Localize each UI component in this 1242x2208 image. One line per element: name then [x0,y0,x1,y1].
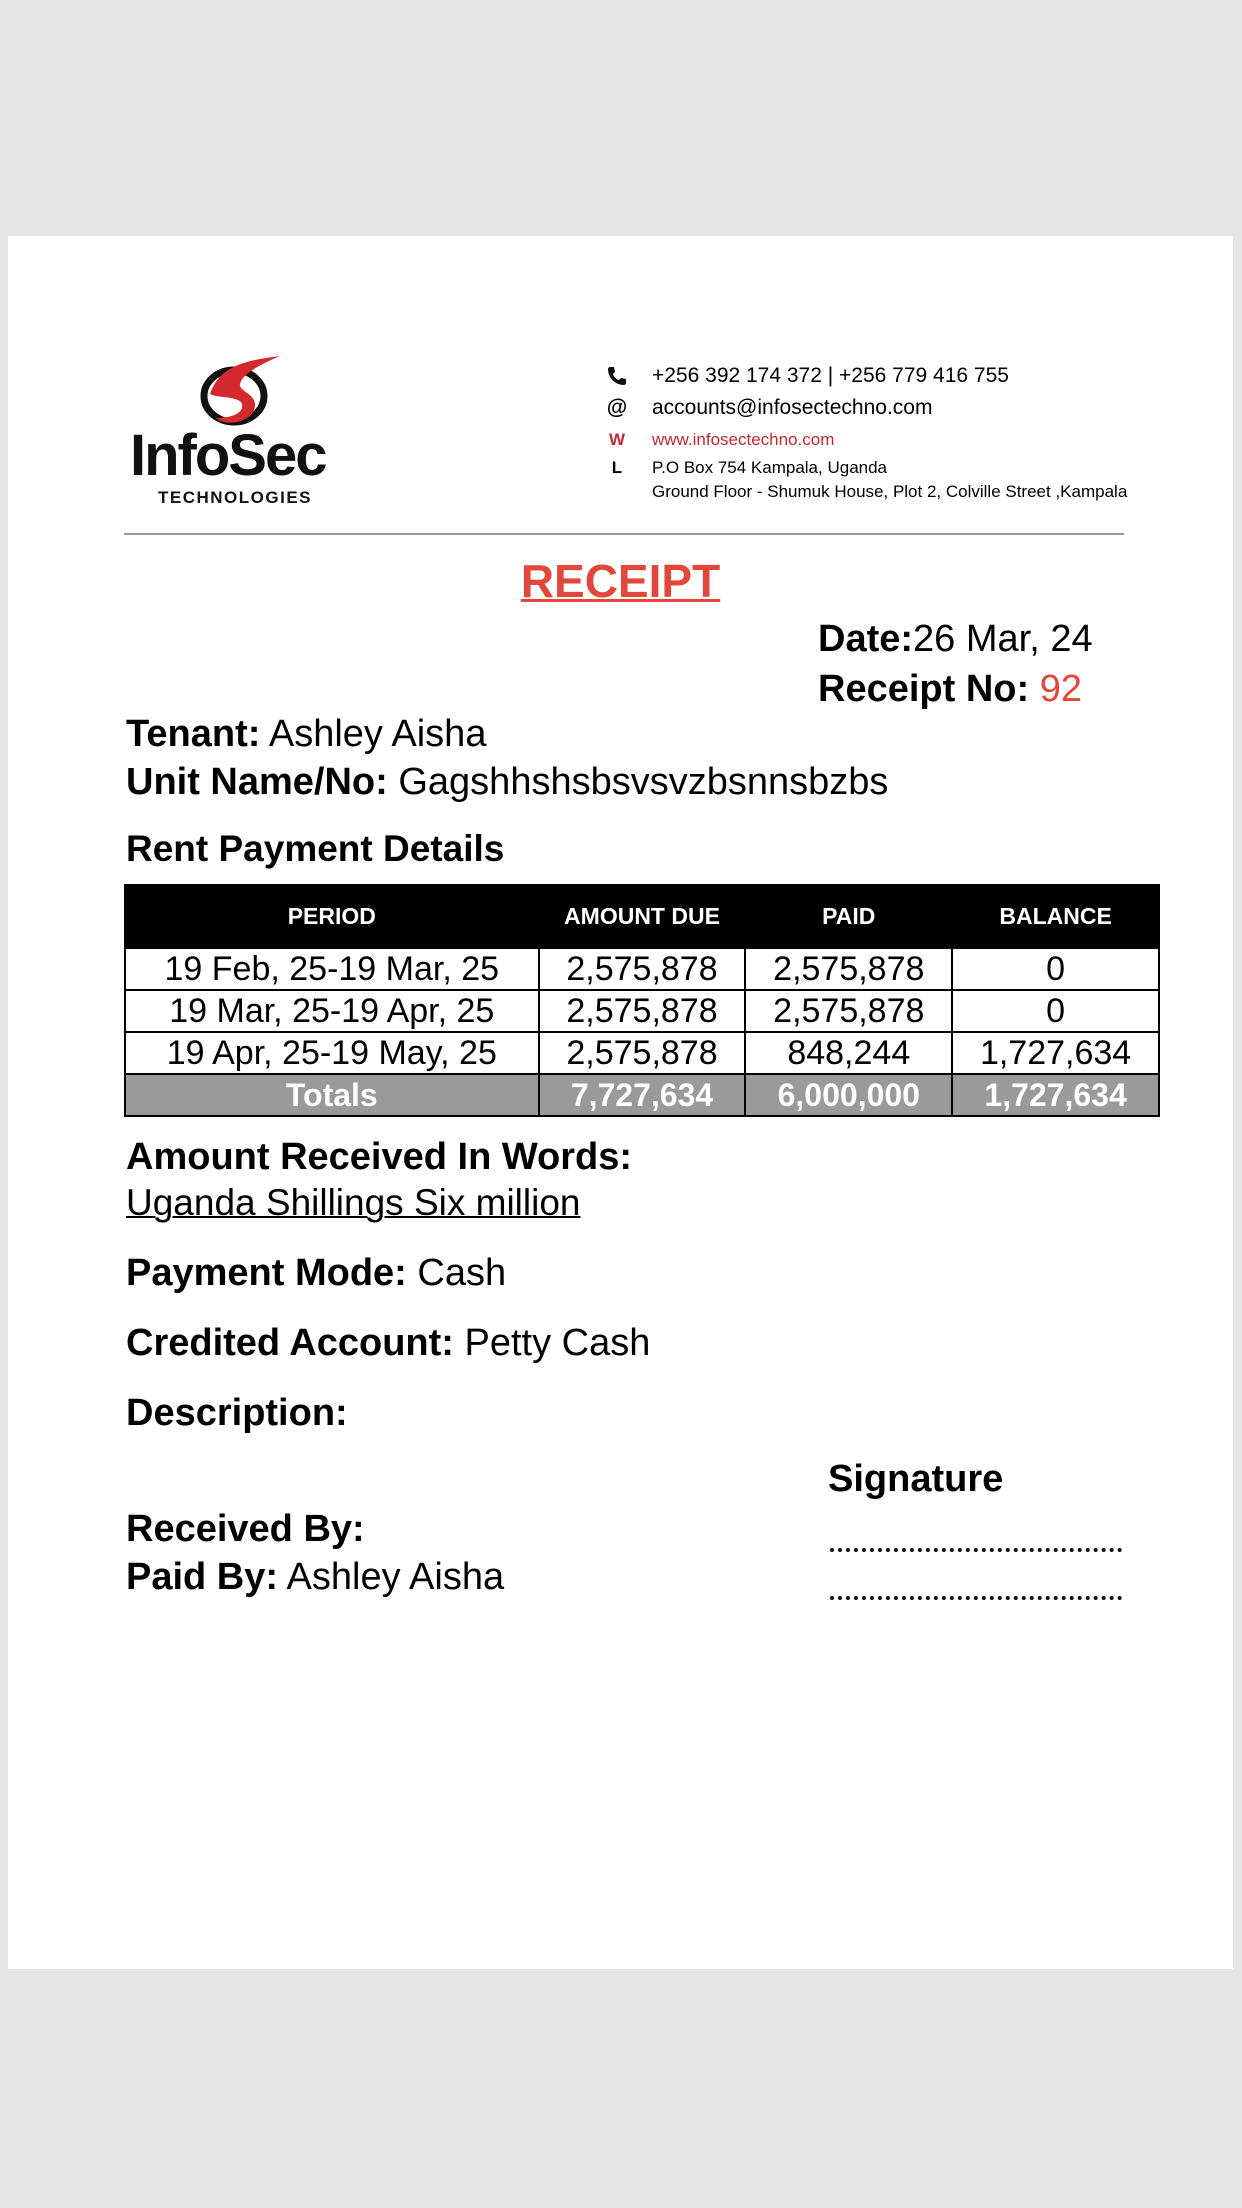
paid-by-signature-line [830,1596,1122,1600]
receipt-meta [818,614,1093,714]
cell-paid: 2,575,878 [745,990,952,1032]
date-label: Date: [818,618,914,660]
location-icon: L [611,458,623,477]
cell-paid: 848,244 [745,1032,952,1074]
date-row [818,614,1093,664]
contact-address-row [604,456,1204,504]
web-icon: W [608,430,626,449]
totals-balance: 1,727,634 [952,1074,1159,1116]
totals-amount-due: 7,727,634 [539,1074,746,1116]
company-subtitle: TECHNOLOGIES [158,488,313,507]
cell-balance: 0 [952,990,1159,1032]
header-divider [124,533,1124,535]
receipt-number-row [818,664,1093,714]
cell-period: 19 Mar, 25-19 Apr, 25 [125,990,539,1032]
credited-account-value: Petty Cash [464,1322,651,1364]
credited-account-label: Credited Account: [126,1322,454,1364]
paid-by-label: Paid By: [126,1556,279,1598]
date-value: 26 Mar, 24 [913,618,1093,660]
received-by-signature-line [830,1548,1122,1552]
cell-paid: 2,575,878 [745,948,952,990]
address-line-1: P.O Box 754 Kampala, Uganda [652,458,888,477]
payment-mode-label: Payment Mode: [126,1252,407,1294]
cell-balance: 1,727,634 [952,1032,1159,1074]
signature-label: Signature [828,1458,1004,1500]
paid-by-row [126,1556,504,1599]
contact-email-row [604,392,1204,424]
cell-amount-due: 2,575,878 [539,948,746,990]
rent-table [124,884,1160,1117]
unit-row [126,758,888,806]
table-row [125,948,1159,990]
tenant-value: Ashley Aisha [268,713,487,755]
received-by-label: Received By: [126,1508,365,1550]
cell-period: 19 Apr, 25-19 May, 25 [125,1032,539,1074]
received-by-row [126,1508,365,1551]
totals-label: Totals [125,1074,539,1116]
receipt-number-value: 92 [1039,668,1082,710]
receipt-title: RECEIPT [520,555,721,607]
tenant-block [126,710,888,806]
header-amount-due: AMOUNT DUE [539,885,746,948]
rent-table-header [125,885,1159,948]
at-icon: @ [606,396,628,419]
header-period: PERIOD [125,885,539,948]
payment-mode-value: Cash [417,1252,507,1294]
amount-words-label: Amount Received In Words: [126,1136,633,1178]
header-paid: PAID [745,885,952,948]
table-row [125,1032,1159,1074]
contact-website[interactable]: www.infosectechno.com [652,430,835,449]
unit-value: Gagshhshsbsvsvzbsnnsbzbs [398,761,889,803]
paid-by-value: Ashley Aisha [286,1556,505,1598]
receipt-number-label: Receipt No: [818,668,1030,710]
contact-phone: +256 392 174 372 | +256 779 416 755 [652,364,1009,387]
company-logo [130,354,370,514]
totals-paid: 6,000,000 [745,1074,952,1116]
contact-block [604,360,1204,504]
address-line-2: Ground Floor - Shumuk House, Plot 2, Colville Street ,Kampala [652,482,1128,501]
tenant-label: Tenant: [126,713,261,755]
contact-phone-row [604,360,1204,392]
rent-section-title: Rent Payment Details [126,828,505,869]
description-label: Description: [126,1392,348,1434]
header-balance: BALANCE [952,885,1159,948]
contact-email[interactable]: accounts@infosectechno.com [652,396,933,419]
credited-account-row [126,1322,650,1365]
totals-row [125,1074,1159,1116]
description-row [126,1392,348,1435]
contact-address [652,456,1127,504]
cell-balance: 0 [952,948,1159,990]
infosec-logo-icon [190,354,286,430]
company-name: InfoSec [130,423,326,488]
cell-period: 19 Feb, 25-19 Mar, 25 [125,948,539,990]
amount-words-value: Uganda Shillings Six million [126,1182,581,1223]
contact-web-row [604,424,1204,456]
unit-label: Unit Name/No: [126,761,388,803]
table-row [125,990,1159,1032]
tenant-row [126,710,888,758]
phone-icon [604,360,630,392]
cell-amount-due: 2,575,878 [539,1032,746,1074]
payment-mode-row [126,1252,506,1295]
cell-amount-due: 2,575,878 [539,990,746,1032]
receipt-page [8,236,1233,1969]
